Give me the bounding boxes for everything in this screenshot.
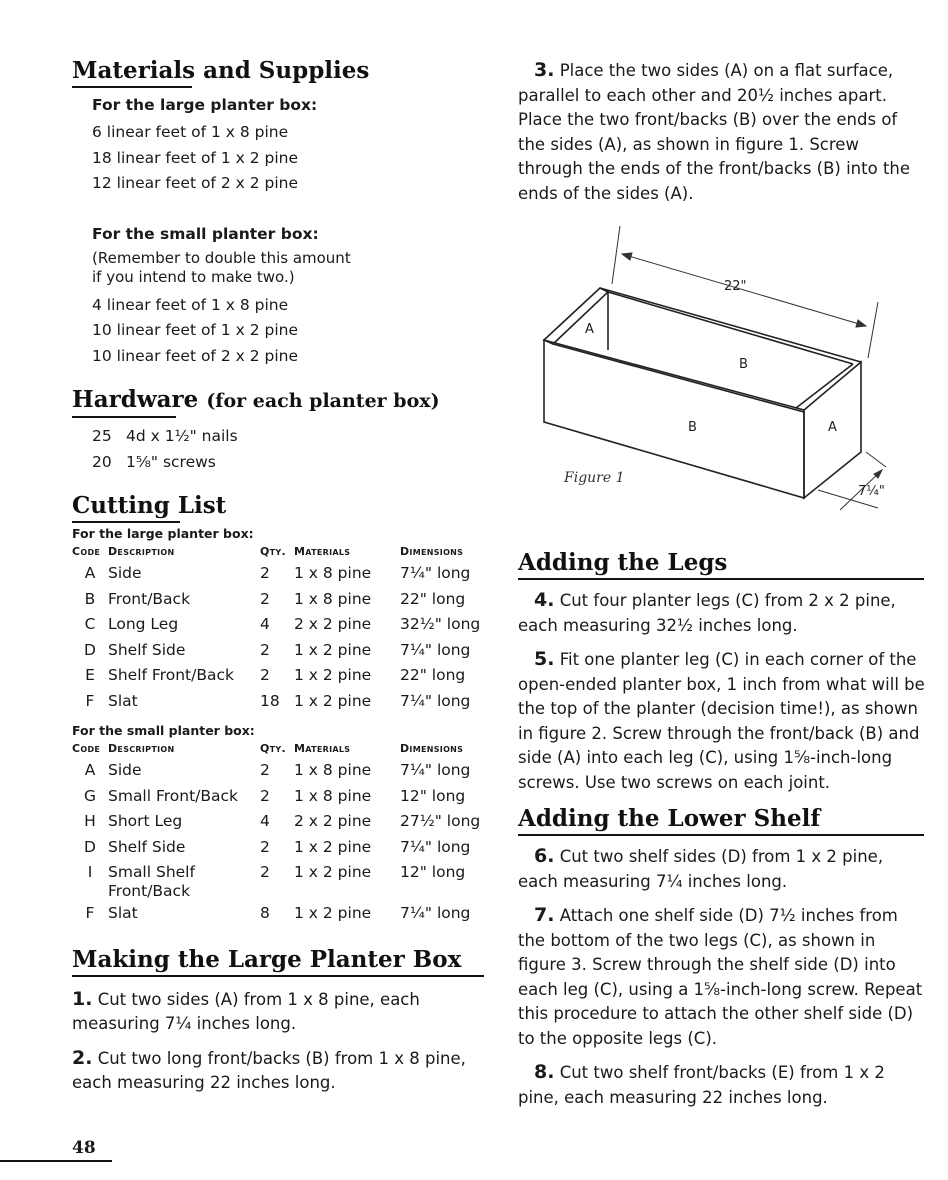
table-header: Code Description Qty. Materials Dimensions <box>72 742 464 755</box>
table-row: F Slat 8 1 x 2 pine 7¼" long <box>85 904 471 922</box>
list-item: 6 linear feet of 1 x 8 pine <box>92 123 289 141</box>
table-row: A Side 2 1 x 8 pine 7¼" long <box>84 564 471 582</box>
step-5: 5. Fit one planter leg (C) in each corner of the open-ended planter box, 1 inch from what will be the top of the planter (decision time!), as shown in figure 2. Screw through the front/back (B) and side (A) into each leg (C), using 1⅝-inch-long screws. Use two screws on each joint. <box>518 648 925 792</box>
heading-rule <box>518 834 924 836</box>
step-7: 7. Attach one shelf side (D) 7½ inches from the bottom of the two legs (C), as shown in figure 3. Screw through the shelf side (D) into each leg (C), using a 1⅝-inch-long screw. Repeat this procedure to attach the other shelf side (D) to the opposite legs (C). <box>518 904 923 1048</box>
heading-rule <box>72 975 484 977</box>
dim-length-label: 22" <box>724 279 747 294</box>
step-3: 3. Place the two sides (A) on a flat surface, parallel to each other and 20½ inches apart. Place the two front/backs (B) over the ends of the sides (A), as shown in figure 1. Screw through the ends of the front/backs (B) into the ends of the sides (A). <box>518 59 911 203</box>
page-number: 48 <box>72 1138 96 1158</box>
page-number-rule <box>0 1160 112 1162</box>
table-row: B Front/Back 2 1 x 8 pine 22" long <box>84 589 466 608</box>
making-heading: Making the Large Planter Box <box>72 945 462 973</box>
materials-small-list <box>92 293 492 370</box>
cutting-table-large <box>72 525 492 927</box>
step-2: 2. Cut two long front/backs (B) from 1 x 8 pine, each measuring 22 inches long. <box>72 1046 466 1092</box>
table-row: A Side 2 1 x 8 pine 7¼" long <box>84 761 471 779</box>
table-row: I Small Shelf Front/Back 2 1 x 2 pine 12" long <box>87 863 466 900</box>
materials-small-title: For the small planter box: <box>92 224 319 243</box>
step-1: 1. Cut two sides (A) from 1 x 8 pine, each measuring 7¼ inches long. <box>72 987 420 1033</box>
table-header: Code Description Qty. Materials Dimensions <box>72 545 464 558</box>
list-item: 10 linear feet of 2 x 2 pine <box>92 346 299 365</box>
heading-rule <box>72 416 176 418</box>
right-column-top <box>518 58 928 215</box>
shelf-heading: Adding the Lower Shelf <box>518 805 821 832</box>
materials-small-note: (Remember to double this amount if you intend to make two.) <box>92 248 351 286</box>
table-row: F Slat 18 1 x 2 pine 7¼" long <box>85 691 471 710</box>
cutting-large-title: For the large planter box: <box>72 526 254 541</box>
table-row: E Shelf Front/Back 2 1 x 2 pine 22" long <box>85 666 466 684</box>
cutting-heading: Cutting List <box>72 492 227 519</box>
table-row: D Shelf Side 2 1 x 2 pine 7¼" long <box>84 640 471 659</box>
hardware-heading <box>72 385 492 416</box>
list-item: 25 4d x 1½" nails <box>92 427 238 445</box>
table-row: H Short Leg 4 2 x 2 pine 27½" long <box>84 812 481 830</box>
table-row: D Shelf Side 2 1 x 2 pine 7¼" long <box>84 837 471 856</box>
table-row: G Small Front/Back 2 1 x 8 pine 12" long <box>83 786 466 805</box>
materials-large-list <box>92 120 492 197</box>
table-row: C Long Leg 4 2 x 2 pine 32½" long <box>84 615 481 633</box>
list-item: 18 linear feet of 1 x 2 pine <box>92 148 299 167</box>
hardware-list <box>92 424 492 475</box>
right-column-bottom <box>518 548 928 1119</box>
label-b-back: B <box>739 357 748 372</box>
left-column <box>72 56 492 1105</box>
materials-heading: Materials and Supplies <box>72 57 370 84</box>
heading-rule <box>72 86 192 88</box>
label-a-back: A <box>585 322 594 337</box>
figure-1 <box>518 222 928 522</box>
heading-rule <box>72 521 180 523</box>
list-item: 10 linear feet of 1 x 2 pine <box>92 321 299 339</box>
legs-heading: Adding the Legs <box>518 549 728 576</box>
label-a-front: A <box>828 420 837 435</box>
heading-rule <box>518 578 924 580</box>
step-4: 4. Cut four planter legs (C) from 2 x 2 pine, each measuring 32½ inches long. <box>518 589 896 635</box>
step-8: 8. Cut two shelf front/backs (E) from 1 x 2 pine, each measuring 22 inches long. <box>518 1061 885 1107</box>
cutting-small-title: For the small planter box: <box>72 723 255 738</box>
hardware-heading-main: Hardware <box>72 386 199 413</box>
list-item: 4 linear feet of 1 x 8 pine <box>92 295 289 314</box>
dim-width-label: 7¼" <box>858 484 885 499</box>
step-6: 6. Cut two shelf sides (D) from 1 x 2 pine, each measuring 7¼ inches long. <box>518 845 884 891</box>
planter-box-diagram <box>518 222 928 522</box>
materials-large-title: For the large planter box: <box>92 96 318 114</box>
figure-caption: Figure 1 <box>564 470 625 486</box>
list-item: 12 linear feet of 2 x 2 pine <box>92 174 299 192</box>
label-b-front: B <box>688 420 697 435</box>
list-item: 20 1⅝" screws <box>92 452 216 471</box>
hardware-heading-sub: (for each planter box) <box>206 390 440 412</box>
